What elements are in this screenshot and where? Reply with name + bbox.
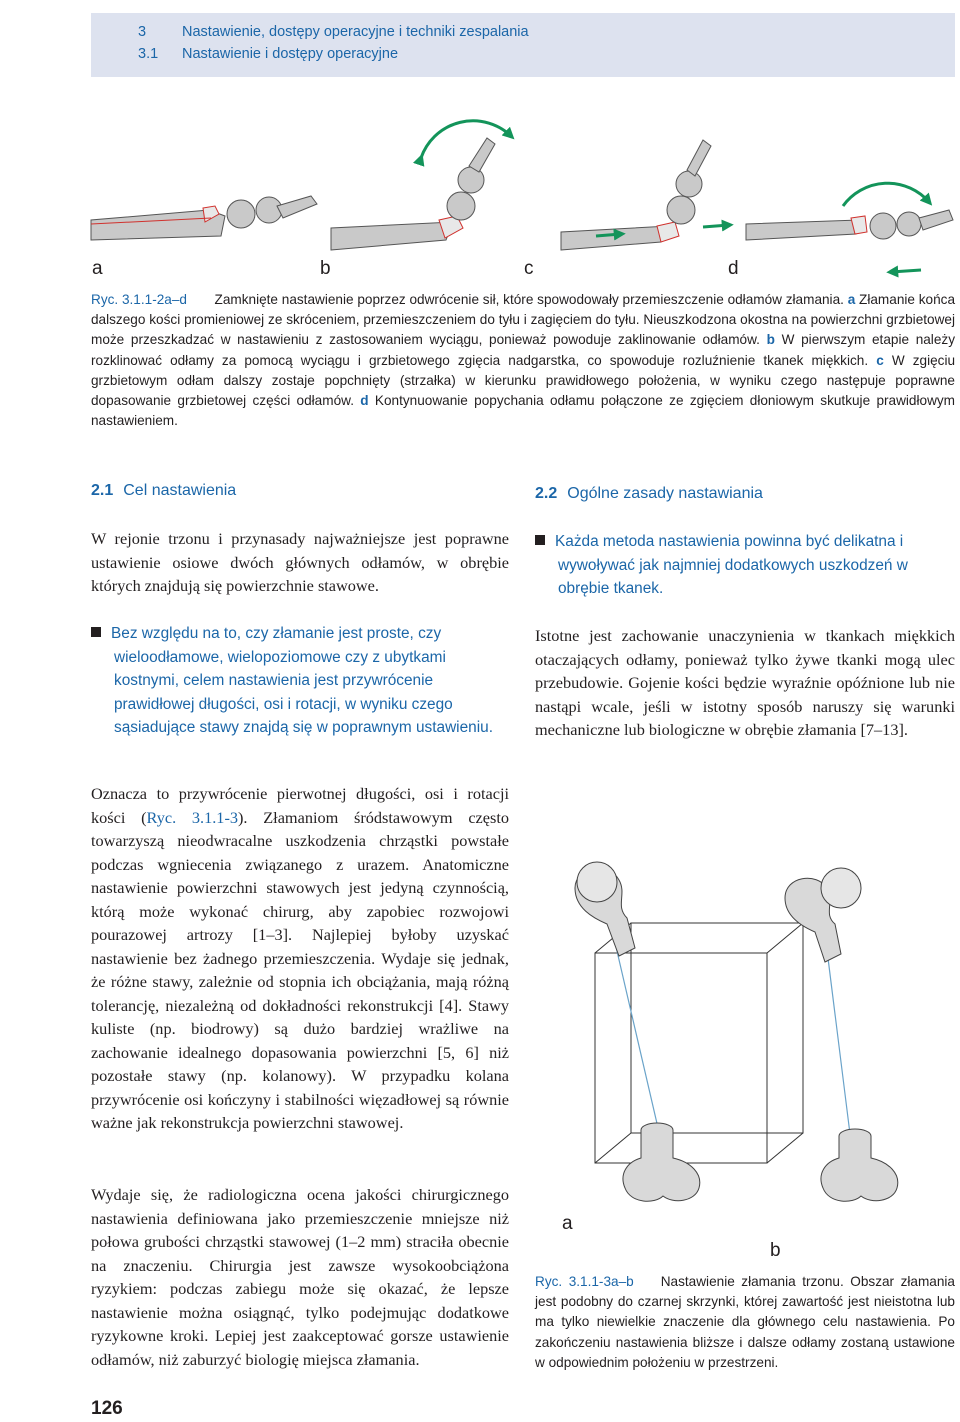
panel-c-illustration [561,140,729,250]
femur-proximal-a [575,862,635,956]
section-number: 3.1 [138,46,159,62]
panel-b-illustration [331,121,511,250]
caption-label-c: c [876,352,884,368]
section-21-p2-rest: ). Złamaniom śródstawowym często towarzyszą nieodwracalne uszkodzenia chrząstki powstałe podczas wgniecenia związanego z urazem. Anatomiczne nastawienie powierzchni stawowych jest jedyną czynnością, którą może wykonać chirurg, aby zapobiec rozwojowi pourazowej artrozy [1–3]. Najlepiej byłoby uzyskać nastawienie bez żadnego przemieszczenia. Wydaje się jednak, że różne stawy, zależnie od stopnia ich obciążania, mają różną tolerancję, niezależną od dokładności rekonstrukcji [4]. Stawy kuliste (np. biodrowy) są dużo bardziej wrażliwe na zachowanie idealnego dopasowania powierzchni [5, 6] niż pozostałe stawy (np. kolanowy). W przypadku kolana przywrócenie osi kończyny i stabilności więzadłowej są równie ważne jak rekonstrukcja powierzchni stawowej. [91,807,509,1132]
panel-label-b: b [320,258,331,279]
figure2-label-b: b [770,1240,781,1261]
section-heading [138,46,398,62]
panel-d-illustration [746,183,953,272]
running-header [91,13,955,77]
section-22-title: Ogólne zasady nastawiania [567,485,763,502]
section-21-key-point [111,622,510,740]
femur-distal-a [623,1123,700,1201]
figure2-caption [535,1272,955,1373]
figure1-title: Zamknięte nastawienie poprzez odwrócenie sił, które spowodowały przemieszczenie odłamów złamania. [214,292,844,307]
chapter-title: Nastawienie, dostępy operacyjne i techniki zespalania [182,24,529,40]
figure1-caption [91,290,955,431]
caption-text-a: Złamanie końca dalszego kości promieniowej ze skróceniem, przemieszczeniem do tyłu i zagięciem do tyłu. Nieuszkodzona okostna na powierzchni grzbietowej może przeszkadzać w nastawieniu z zastosowaniem wyciągu, ponieważ powoduje zaklinowanie odłamów. [91,292,956,348]
section-22-key-point [555,530,955,601]
figure2-label-a: a [562,1213,573,1234]
panel-a-illustration [91,196,317,240]
chapter-number: 3 [138,24,147,40]
section-21-heading [91,482,236,500]
panel-label-c: c [524,258,534,279]
section-22-key-text: Każda metoda nastawienia powinna być delikatna i wywoływać jak najmniej dodatkowych uszkodzeń w obrębie tkanek. [555,533,908,597]
caption-text-c: W zgięciu grzbietowym odłam dalszy zostaje popchnięty (strzałka) w kierunku prawidłowego położenia, w wyniku czego następuje poprawne dopasowanie grzbietowej części odłamów. [91,352,956,409]
section-21-key-text: Bez względu na to, czy złamanie jest proste, czy wieloodłamowe, wielopoziomowe czy z ubytkami kostnymi, celem nastawienia jest przywrócenie prawidłowej długości, osi i rotacji, w wyniku czego sąsiadujące stawy znajdą się w poprawnym ustawieniu. [111,625,493,736]
caption-label-a: a [847,292,856,307]
section-22-heading [535,485,763,503]
figure1-ref: Ryc. 3.1.1-2a–d [91,292,187,307]
section-21-title: Cel nastawienia [123,482,237,499]
caption-label-b: b [766,332,775,348]
section-title: Nastawienie i dostępy operacyjne [182,46,399,62]
key-point-bullet [91,627,101,637]
figure-ref-link[interactable]: Ryc. 3.1.1-3 [146,807,239,827]
panel-label-a: a [92,258,103,279]
black-box-prism [595,923,803,1163]
section-21-paragraph-2 [91,782,509,1135]
section-22-number: 2.2 [535,485,558,502]
figure2-ref: Ryc. 3.1.1-3a–b [535,1274,634,1289]
figure-femur-black-box [535,858,955,1258]
key-point-bullet [535,535,545,545]
caption-text-b: W pierwszym etapie należy rozklinować odłamy za pomocą wyciągu i grzbietowego zgięcia nadgarstka, co spowoduje rozluźnienie tkanek miękkich. [91,332,955,368]
panel-label-d: d [728,258,739,279]
section-22-paragraph-1: Istotne jest zachowanie unaczynienia w tkankach miękkich otaczających odłamy, ponieważ tylko żywe tkanki mogą ulec przebudowie. Gojenie kości będzie wyraźnie opóźnione lub nie nastąpi wcale, jeśli w istotny sposób naruszy się warunki mechaniczne lub biologiczne w obrębie złamania [7–13]. [535,626,955,739]
femur-proximal-b [785,868,861,962]
section-21-paragraph-1: W rejonie trzonu i przynasady najważniejsze jest poprawne ustawienie osiowe dwóch głównych odłamów, w obrębie których znajdują się powierzchnie stawowe. [91,529,509,595]
figure-wrist-reduction [91,110,955,280]
section-21-p2-start: Oznacza to przywrócenie pierwotnej długości, osi i rotacji kości ( [91,784,509,827]
chapter-heading [138,24,529,40]
section-21-number: 2.1 [91,482,114,499]
caption-text-d: Kontynuowanie popychania odłamu połączone ze zgięciem dłoniowym skutkuje prawidłowym nastawieniem. [91,393,956,429]
section-21-paragraph-3: Wydaje się, że radiologiczna ocena jakości chirurgicznego nastawienia definiowana jako przemieszczenie mniejsze niż połowa grubości chrząstki stawowej (1–2 mm) straciła obecnie na znaczeniu. Chirurgia jest zawsze wysokoobciążona ryzykiem: podczas zabiegu może się okazać, że lepsze nastawienie można osiągnąć, tylko podejmując dodatkowe ryzykowne kroki. Lepiej jest zaakceptować gorsze ustawienie odłamów, niż zaburzyć biologię miejsca złamania. [91,1185,509,1369]
figure2-caption-text: Nastawienie złamania trzonu. Obszar złamania jest podobny do czarnej skrzynki, której zawartość jest nieistotna lub ma tylko niewielkie znaczenie dla głównego celu nastawienia. Po zakończeniu nastawienia bliższe i dalsze odłamy zostaną ustawione w odpowiednim położeniu w przestrzeni. [535,1274,955,1370]
femur-distal-b [821,1129,898,1201]
page-number: 126 [91,1398,123,1419]
caption-label-d: d [360,393,369,409]
